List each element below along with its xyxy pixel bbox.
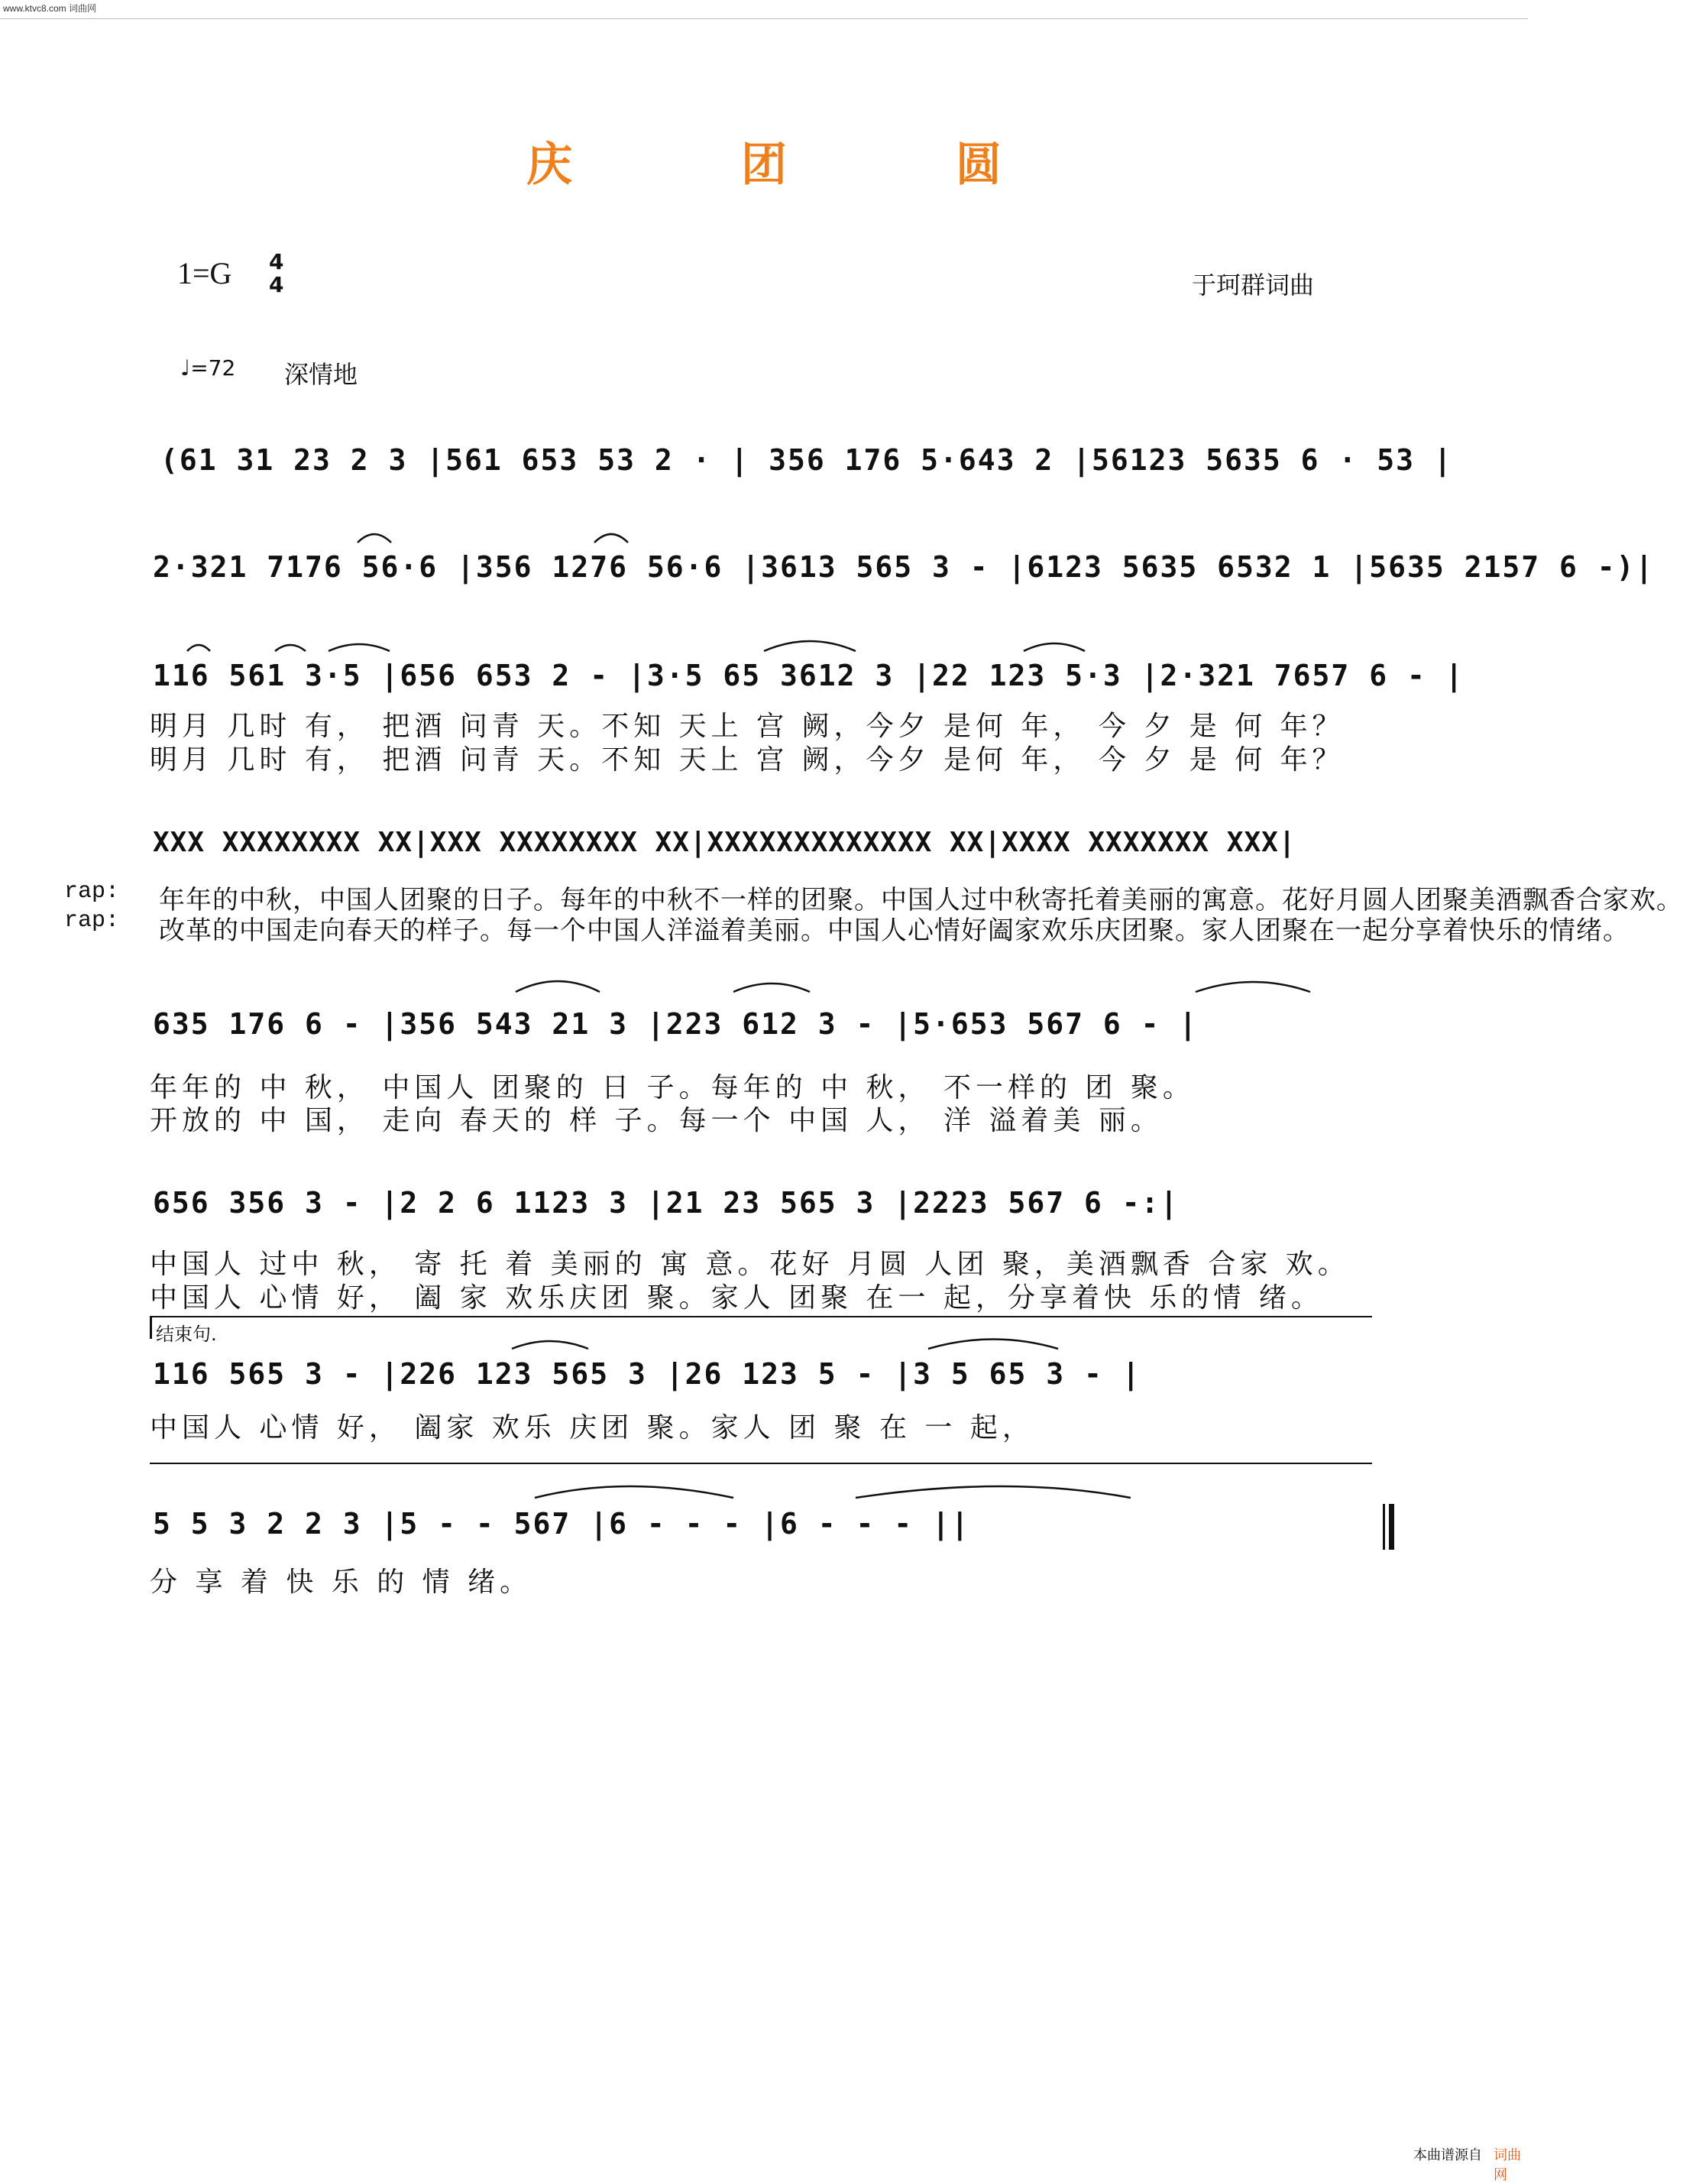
rap-lyric-line: 年年的中秋，中国人团聚的日子。每年的中秋不一样的团聚。中国人过中秋寄托着美丽的寓意。花好月圆人团聚美酒飘香合家欢。 [159, 885, 1683, 915]
slur [733, 983, 810, 992]
footer-source-label: 本曲谱源自 [1413, 2147, 1482, 2163]
slur [535, 1486, 733, 1498]
lyric-line: 分 享 着 快 乐 的 情 绪。 [150, 1567, 532, 1598]
rap-label: rap: [64, 908, 120, 934]
rap-rhythm-line: XXX XXXXXXXX XX|XXX XXXXXXXX XX|XXXXXXXXXXXXX XX|XXXX XXXXXXX XXX| [153, 827, 1296, 858]
site-watermark: www.ktvc8.com 词曲网 [3, 3, 97, 14]
notation-line: 5 5 3 2 2 3 |5 - - 567 |6 - - - |6 - - - || [153, 1507, 970, 1541]
slur [516, 981, 600, 992]
time-signature-bottom: 4 [269, 272, 284, 297]
slur [329, 644, 390, 651]
lyric-line: 中国人 过中 秋， 寄 托 着 美丽的 寓 意。花好 月圆 人团 聚，美酒飘香 合家 欢。 [150, 1249, 1350, 1280]
final-barline-thick [1389, 1504, 1394, 1550]
slur [358, 534, 391, 543]
notation-line: 2·321 7176 56·6 |356 1276 56·6 |3613 565 3 - |6123 5635 6532 1 |5635 2157 6 -)| [153, 550, 1655, 584]
lyric-line: 中国人 心情 好， 阖家 欢乐 庆团 聚。家人 团 聚 在 一 起， [150, 1412, 1034, 1444]
notation-line: 116 565 3 - |226 123 565 3 |26 123 5 - |3 5 65 3 - | [153, 1357, 1141, 1391]
slur [275, 645, 306, 651]
lyric-line: 年年的 中 秋， 中国人 团聚的 日 子。每年的 中 秋， 不一样的 团 聚。 [150, 1072, 1195, 1103]
notation-line: 656 356 3 - |2 2 6 1123 3 |21 23 565 3 |2223 567 6 -:| [153, 1186, 1180, 1220]
slur [928, 1340, 1058, 1350]
rap-lyric-line: 改革的中国走向春天的样子。每一个中国人洋溢着美丽。中国人心情好阖家欢乐庆团聚。家人团聚在一起分享着快乐的情绪。 [159, 915, 1630, 946]
lyric-line: 中国人 心情 好， 阖 家 欢乐庆团 聚。家人 团聚 在一 起，分享着快 乐的情 绪。 [150, 1282, 1323, 1314]
lyric-line: 开放的 中 国， 走向 春天的 样 子。每一个 中国 人， 洋 溢着美 丽。 [150, 1105, 1163, 1136]
key-signature: 1=G [177, 256, 232, 290]
slur [594, 534, 628, 543]
tempo-marking: ♩=72 [180, 355, 236, 381]
notation-line: 635 176 6 - |356 543 21 3 |223 612 3 - |5·653 567 6 - | [153, 1007, 1199, 1041]
notation-line: 116 561 3·5 |656 653 2 - |3·5 65 3612 3 |22 123 5·3 |2·321 7657 6 - | [153, 659, 1465, 692]
slur [1024, 643, 1085, 651]
lyric-line: 明月 几时 有， 把酒 问青 天。不知 天上 宫 阙，今夕 是何 年， 今 夕 是 何 年？ [150, 711, 1345, 742]
slur [856, 1486, 1131, 1498]
time-signature-top: 4 [269, 249, 284, 274]
rap-label: rap: [64, 879, 120, 905]
ending-label: 结束句. [156, 1324, 217, 1345]
footer-site-label: 词曲网 [1494, 2147, 1521, 2183]
song-title: 庆 团 圆 [526, 138, 1078, 192]
slur [1196, 982, 1310, 992]
slur [512, 1341, 588, 1349]
author-credit: 于珂群词曲 [1192, 271, 1315, 300]
notation-line: (61 31 23 2 3 |561 653 53 2 · | 356 176 5·643 2 |56123 5635 6 · 53 | [160, 443, 1453, 477]
expression-marking: 深情地 [284, 360, 358, 389]
slur [187, 645, 210, 651]
final-barline-thin [1383, 1504, 1385, 1550]
lyric-line: 明月 几时 有， 把酒 问青 天。不知 天上 宫 阙，今夕 是何 年， 今 夕 是 何 年？ [150, 744, 1345, 776]
slur [764, 641, 856, 651]
